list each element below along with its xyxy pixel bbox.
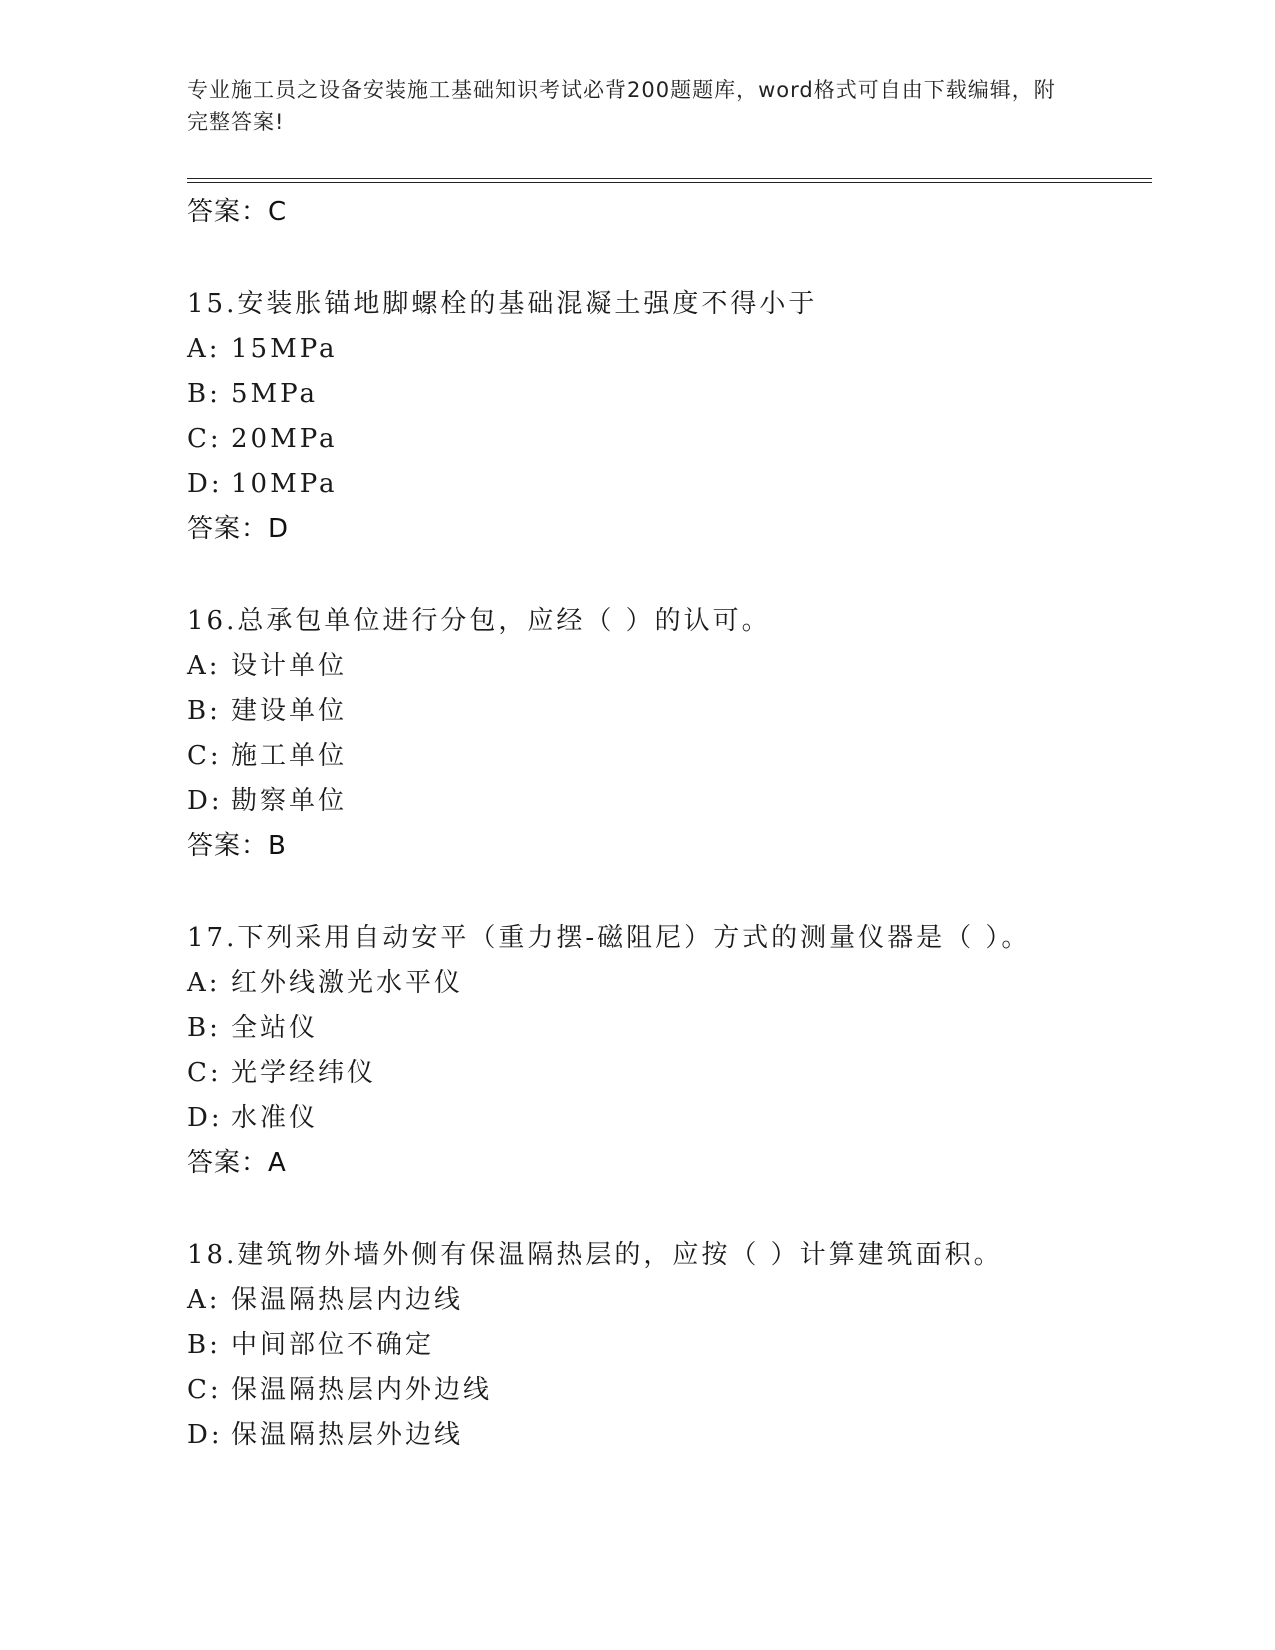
option-text: 5MPa [231, 379, 318, 409]
option-text: 中间部位不确定 [231, 1330, 435, 1360]
option-letter: D: [187, 1103, 223, 1133]
question-stem: 15.安装胀锚地脚螺栓的基础混凝土强度不得小于 [187, 289, 818, 319]
option-c [187, 417, 1152, 462]
document-body [187, 190, 1152, 1458]
question-stem: 18.建筑物外墙外侧有保温隔热层的，应按（ ）计算建筑面积。 [187, 1240, 1003, 1270]
header-divider [187, 178, 1152, 183]
option-letter: C: [187, 1058, 222, 1088]
option-d [187, 779, 1152, 824]
option-text: 15MPa [231, 334, 338, 364]
option-b [187, 1323, 1152, 1368]
option-letter: D: [187, 1420, 223, 1450]
option-text: 保温隔热层外边线 [231, 1420, 464, 1450]
option-letter: B: [187, 379, 221, 409]
option-text: 施工单位 [231, 741, 348, 771]
option-letter: A: [187, 1285, 221, 1315]
option-text: 全站仪 [231, 1013, 319, 1043]
document-header: 专业施工员之设备安装施工基础知识考试必背200题题库，word格式可自由下载编辑，附完整答案! [187, 78, 1056, 134]
question-stem: 17.下列采用自动安平（重力摆-磁阻尼）方式的测量仪器是（ ）。 [187, 923, 1031, 953]
option-b [187, 1006, 1152, 1051]
option-letter: A: [187, 968, 221, 998]
option-text: 勘察单位 [231, 786, 348, 816]
option-letter: B: [187, 1013, 221, 1043]
option-letter: C: [187, 424, 222, 454]
option-letter: A: [187, 334, 221, 364]
option-d [187, 462, 1152, 507]
option-letter: B: [187, 1330, 221, 1360]
question-18 [187, 1233, 1152, 1458]
option-c [187, 1051, 1152, 1096]
option-letter: C: [187, 1375, 222, 1405]
option-text: 红外线激光水平仪 [231, 968, 464, 998]
option-text: 水准仪 [231, 1103, 319, 1133]
option-letter: C: [187, 741, 222, 771]
option-a [187, 1278, 1152, 1323]
option-d [187, 1413, 1152, 1458]
answer-line: 答案：B [187, 831, 287, 861]
option-letter: D: [187, 469, 223, 499]
option-text: 保温隔热层内边线 [231, 1285, 464, 1315]
option-text: 10MPa [231, 469, 338, 499]
option-b [187, 689, 1152, 734]
option-text: 建设单位 [231, 696, 348, 726]
question-16 [187, 599, 1152, 868]
option-a [187, 644, 1152, 689]
option-b [187, 372, 1152, 417]
option-d [187, 1096, 1152, 1141]
option-c [187, 734, 1152, 779]
option-letter: D: [187, 786, 223, 816]
option-c [187, 1368, 1152, 1413]
option-letter: A: [187, 651, 221, 681]
option-text: 设计单位 [231, 651, 348, 681]
option-text: 保温隔热层内外边线 [231, 1375, 493, 1405]
option-a [187, 327, 1152, 372]
question-15 [187, 282, 1152, 551]
option-a [187, 961, 1152, 1006]
option-text: 光学经纬仪 [231, 1058, 377, 1088]
answer-line: 答案：D [187, 514, 290, 544]
option-letter: B: [187, 696, 221, 726]
answer-line: 答案：C [187, 197, 288, 227]
option-text: 20MPa [231, 424, 338, 454]
answer-line: 答案：A [187, 1148, 287, 1178]
question-17 [187, 916, 1152, 1185]
question-stem: 16.总承包单位进行分包，应经（ ）的认可。 [187, 606, 771, 636]
